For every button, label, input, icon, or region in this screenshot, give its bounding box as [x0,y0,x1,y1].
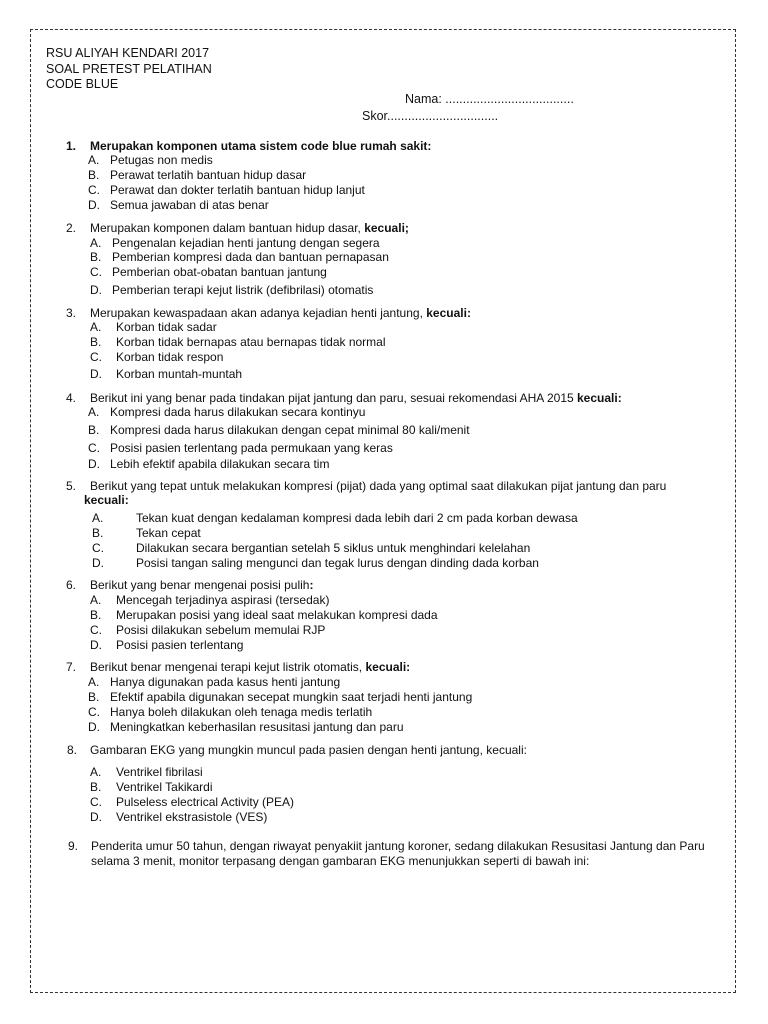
question-text: Penderita umur 50 tahun, dengan riwayat penyakiit jantung koroner, sedang dilakukan Resusitasi Jantung dan Paru selama 3 menit, monitor terpasang dengan gambaran EKG menunjukkan seperti di bawah ini: [91,839,705,868]
question-emphasis: kecuali: [84,493,129,507]
question-number: 4. [66,391,77,405]
question-text: Gambaran EKG yang mungkin muncul pada pasien dengan henti jantung, kecuali: [90,743,527,757]
question-number: 3. [66,306,77,320]
document-header [46,46,212,93]
question-text: Merupakan komponen utama sistem code blue rumah sakit: [90,139,432,153]
question-text: Berikut yang benar mengenai posisi pulih: [90,578,314,592]
question-number: 5. [66,479,77,493]
question-number: 8. [67,743,78,757]
test-subtitle: CODE BLUE [46,77,119,91]
hospital-name: RSU ALIYAH KENDARI 2017 [46,46,210,60]
question-text: Berikut benar mengenai terapi kejut listrik otomatis, kecuali: [90,660,411,674]
question-number: 9. [68,839,79,853]
question-number: 6. [66,578,77,592]
question-text: Berikut yang tepat untuk melakukan kompresi (pijat) dada yang optimal saat dilakukan pijat jantung dan paru [90,479,667,493]
question-number: 2. [66,221,77,235]
question-text: Merupakan kewaspadaan akan adanya kejadian henti jantung, kecuali: [90,306,471,320]
score-field: Skor................................ [362,109,499,123]
name-field: Nama: ..................................... [405,92,574,106]
question-text: Merupakan komponen dalam bantuan hidup dasar, kecuali; [90,221,409,235]
question-text: Berikut ini yang benar pada tindakan pijat jantung dan paru, sesuai rekomendasi AHA 2015 kecuali: [90,391,622,405]
question-number: 7. [66,660,77,674]
question-number: 1. [66,139,77,153]
test-title: SOAL PRETEST PELATIHAN [46,61,212,76]
